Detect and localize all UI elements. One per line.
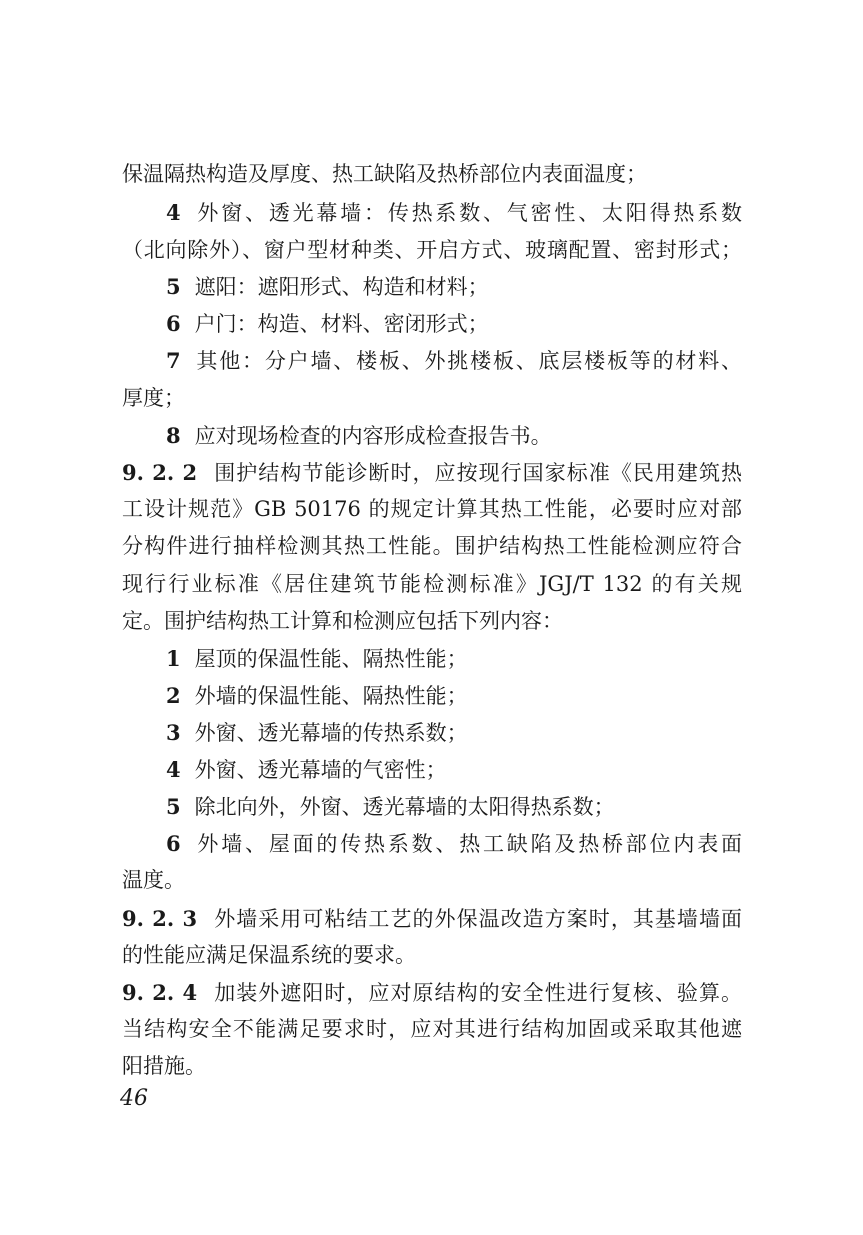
item-number: 8 bbox=[166, 423, 181, 448]
clause-9-2-3 bbox=[122, 900, 742, 937]
list-item bbox=[166, 305, 742, 342]
text-line: 阳措施。 bbox=[122, 1054, 206, 1078]
clause-text: 加装外遮阳时，应对原结构的安全性进行复核、验算。 bbox=[213, 981, 742, 1005]
page-number: 46 bbox=[120, 1086, 148, 1111]
list-item bbox=[166, 640, 742, 677]
clause-text: 外墙采用可粘结工艺的外保温改造方案时，其基墙墙面 bbox=[213, 907, 742, 931]
item-text: 户门：构造、材料、密闭形式； bbox=[194, 312, 489, 336]
text-line: （北向除外）、窗户型材种类、开启方式、玻璃配置、密封形式； bbox=[122, 238, 742, 262]
text-line: 保温隔热构造及厚度、热工缺陷及热桥部位内表面温度； bbox=[122, 162, 647, 186]
text-line: 温度。 bbox=[122, 868, 185, 892]
list-item bbox=[166, 268, 742, 305]
text-line: 现行行业标准《居住建筑节能检测标准》JGJ/T 132 的有关规 bbox=[122, 572, 742, 596]
clause-number: 9. 2. 4 bbox=[122, 980, 198, 1005]
list-item bbox=[166, 417, 742, 454]
list-item bbox=[166, 677, 742, 714]
item-text: 外窗、透光幕墙：传热系数、气密性、太阳得热系数 bbox=[194, 201, 742, 225]
text-line: 分构件进行抽样检测其热工性能。围护结构热工性能检测应符合 bbox=[122, 534, 742, 558]
clause-text: 围护结构节能诊断时，应按现行国家标准《民用建筑热 bbox=[213, 461, 742, 485]
list-item bbox=[166, 751, 742, 788]
clause-9-2-4 bbox=[122, 974, 742, 1011]
item-number: 3 bbox=[166, 720, 181, 745]
item-text: 屋顶的保温性能、隔热性能； bbox=[194, 647, 468, 671]
clause-number: 9. 2. 2 bbox=[122, 460, 198, 485]
item-number: 1 bbox=[166, 646, 181, 671]
text-line: 工设计规范》GB 50176 的规定计算其热工性能，必要时应对部 bbox=[122, 497, 742, 521]
item-text: 外墙的保温性能、隔热性能； bbox=[194, 684, 468, 708]
item-text: 其他：分户墙、楼板、外挑楼板、底层楼板等的材料、 bbox=[194, 349, 742, 373]
item-text: 外窗、透光幕墙的气密性； bbox=[194, 758, 447, 782]
list-item bbox=[166, 825, 742, 862]
list-item bbox=[166, 788, 742, 825]
item-text: 应对现场检查的内容形成检查报告书。 bbox=[194, 424, 552, 448]
item-number: 5 bbox=[166, 274, 181, 299]
item-number: 4 bbox=[166, 200, 181, 225]
item-number: 6 bbox=[166, 311, 181, 336]
text-line: 当结构安全不能满足要求时，应对其进行结构加固或采取其他遮 bbox=[122, 1017, 742, 1041]
item-number: 7 bbox=[166, 348, 181, 373]
clause-9-2-2 bbox=[122, 454, 742, 491]
item-number: 4 bbox=[166, 757, 181, 782]
item-number: 2 bbox=[166, 683, 181, 708]
list-item bbox=[166, 714, 742, 751]
clause-number: 9. 2. 3 bbox=[122, 906, 198, 931]
item-text: 外窗、透光幕墙的传热系数； bbox=[194, 721, 468, 745]
item-number: 6 bbox=[166, 831, 181, 856]
item-text: 除北向外，外窗、透光幕墙的太阳得热系数； bbox=[194, 795, 615, 819]
text-line: 的性能应满足保温系统的要求。 bbox=[122, 943, 416, 967]
list-item bbox=[166, 194, 742, 231]
text-line: 厚度； bbox=[122, 386, 185, 410]
text-line: 定。围护结构热工计算和检测应包括下列内容： bbox=[122, 609, 563, 633]
item-text: 遮阳：遮阳形式、构造和材料； bbox=[194, 275, 489, 299]
item-text: 外墙、屋面的传热系数、热工缺陷及热桥部位内表面 bbox=[194, 832, 742, 856]
list-item bbox=[166, 342, 742, 379]
item-number: 5 bbox=[166, 794, 181, 819]
